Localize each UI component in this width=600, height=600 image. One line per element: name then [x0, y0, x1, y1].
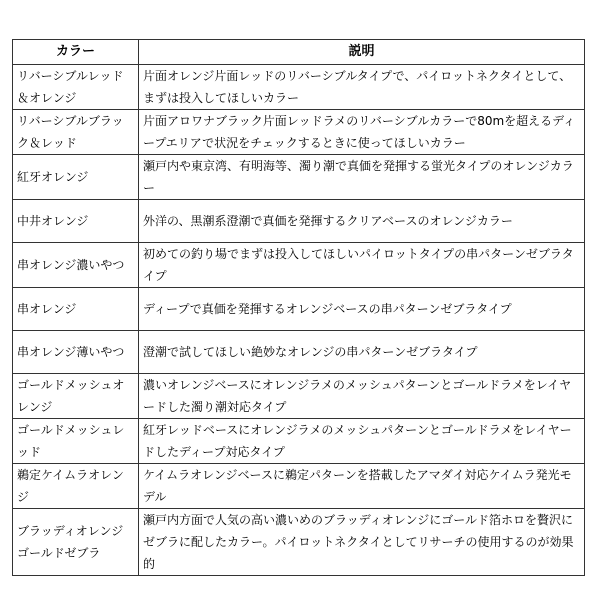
table-row: [13, 331, 585, 374]
table-row: [13, 464, 585, 509]
description-cell: 瀬戸内や東京湾、有明海等、濁り潮で真価を発揮する蛍光タイプのオレンジカラー: [139, 155, 585, 200]
description-cell: 瀬戸内方面で人気の高い濃いめのブラッディオレンジにゴールド箔ホロを贅沢にゼブラに配したカラー。パイロットネクタイとしてリサーチの使用するのが効果的: [139, 509, 585, 576]
description-cell: 片面アロワナブラック片面レッドラメのリバーシブルカラーで80mを超えるディープエリアで状況をチェックするときに使ってほしいカラー: [139, 110, 585, 155]
color-name-cell: 中井オレンジ: [13, 200, 139, 243]
table-header-row: [13, 40, 585, 65]
color-table-container: [12, 39, 584, 576]
table-row: [13, 509, 585, 576]
table-row: [13, 288, 585, 331]
color-table: [12, 39, 585, 576]
color-name-cell: 串オレンジ: [13, 288, 139, 331]
table-row: [13, 65, 585, 110]
color-name-cell: 串オレンジ濃いやつ: [13, 243, 139, 288]
description-cell: 片面オレンジ片面レッドのリバーシブルタイプで、パイロットネクタイとして、まずは投入してほしいカラー: [139, 65, 585, 110]
color-name-cell: 鵜定ケイムラオレンジ: [13, 464, 139, 509]
table-row: [13, 200, 585, 243]
color-name-cell: ゴールドメッシュオレンジ: [13, 374, 139, 419]
description-cell: 外洋の、黒潮系澄潮で真価を発揮するクリアベースのオレンジカラー: [139, 200, 585, 243]
table-row: [13, 374, 585, 419]
table-row: [13, 243, 585, 288]
table-row: [13, 155, 585, 200]
description-cell: 濃いオレンジベースにオレンジラメのメッシュパターンとゴールドラメをレイヤードした濁り潮対応タイプ: [139, 374, 585, 419]
header-color: カラー: [13, 40, 139, 65]
color-name-cell: 紅牙オレンジ: [13, 155, 139, 200]
table-row: [13, 419, 585, 464]
table-row: [13, 110, 585, 155]
color-name-cell: ゴールドメッシュレッド: [13, 419, 139, 464]
description-cell: 初めての釣り場でまずは投入してほしいパイロットタイプの串パターンゼブラタイプ: [139, 243, 585, 288]
description-cell: ケイムラオレンジベースに鵜定パターンを搭載したアマダイ対応ケイムラ発光モデル: [139, 464, 585, 509]
color-name-cell: 串オレンジ薄いやつ: [13, 331, 139, 374]
header-description: 説明: [139, 40, 585, 65]
description-cell: ディープで真価を発揮するオレンジベースの串パターンゼブラタイプ: [139, 288, 585, 331]
color-name-cell: リバーシブルブラック＆レッド: [13, 110, 139, 155]
description-cell: 紅牙レッドベースにオレンジラメのメッシュパターンとゴールドラメをレイヤードしたディープ対応タイプ: [139, 419, 585, 464]
color-name-cell: リバーシブルレッド＆オレンジ: [13, 65, 139, 110]
color-name-cell: ブラッディオレンジゴールドゼブラ: [13, 509, 139, 576]
description-cell: 澄潮で試してほしい絶妙なオレンジの串パターンゼブラタイプ: [139, 331, 585, 374]
